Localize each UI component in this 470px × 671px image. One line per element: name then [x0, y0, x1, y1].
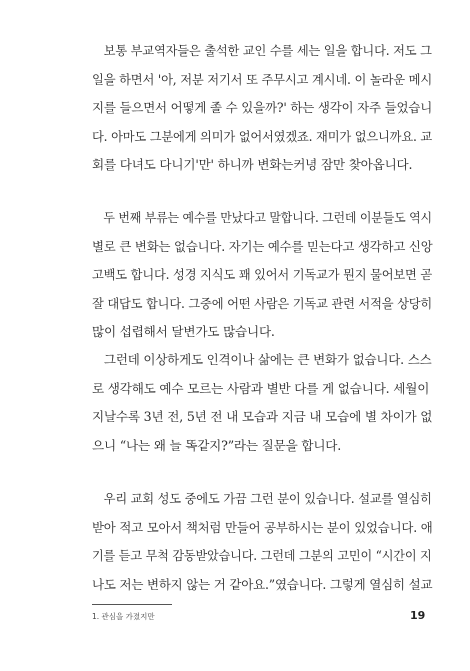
text-line: 기를 듣고 무척 감동받았습니다. 그런데 그분의 고민이 “시간이 지	[92, 548, 432, 563]
paragraph-4	[92, 485, 432, 599]
text-line: 보통 부교역자들은 출석한 교인 수를 세는 일을 합니다. 저도 그	[103, 43, 432, 58]
paragraph-2	[92, 204, 432, 347]
footnote-divider	[92, 604, 172, 605]
footnote: 1. 관심을 가졌지만	[92, 612, 155, 621]
text-line: 잘 대답도 합니다. 그중에 어떤 사람은 기독교 관련 서적을 상당히	[92, 295, 433, 311]
text-line: 받아 적고 모아서 책처럼 만들어 공부하시는 분이 있었습니다. 애	[92, 519, 433, 535]
text-line: 회를 다녀도 다니기'만' 하니까 변화는커녕 잠만 찾아옵니다.	[92, 157, 413, 172]
page-number: 19	[410, 609, 426, 622]
paragraph-1	[92, 37, 432, 180]
paragraph-3	[92, 346, 432, 460]
text-line: 고백도 합니다. 성경 지식도 꽤 있어서 기독교가 뭔지 물어보면 곧	[92, 267, 433, 282]
text-line: 우리 교회 성도 중에도 가끔 그런 분이 있습니다. 설교를 열심히	[103, 491, 432, 506]
text-line: 별로 큰 변화는 없습니다. 자기는 예수를 믿는다고 생각하고 신앙	[92, 238, 433, 254]
text-line: 으니 “나는 왜 늘 똑같지?”라는 질문을 합니다.	[92, 437, 342, 453]
text-line: 그런데 이상하게도 인격이나 삶에는 큰 변화가 없습니다. 스스	[103, 352, 432, 367]
text-line: 많이 섭렵해서 달변가도 많습니다.	[92, 324, 275, 339]
text-line: 지를 들으면서 어떻게 졸 수 있을까?' 하는 생각이 자주 들었습니	[92, 100, 433, 115]
text-line: 로 생각해도 예수 모르는 사람과 별반 다를 게 없습니다. 세월이	[92, 380, 430, 396]
text-line: 지날수록 3년 전, 5년 전 내 모습과 지금 내 모습에 별 차이가 없	[92, 409, 433, 424]
text-line: 다. 아마도 그분에게 의미가 없어서였겠죠. 재미가 없으니까요. 교	[92, 128, 433, 144]
text-line: 일을 하면서 '아, 저분 저기서 또 주무시고 계시네. 이 놀라운 메시	[92, 71, 433, 87]
text-line: 나도 저는 변하지 않는 거 같아요.”였습니다. 그렇게 열심히 설교	[92, 576, 433, 592]
text-line: 두 번째 부류는 예수를 만났다고 말합니다. 그런데 이분들도 역시	[103, 210, 432, 225]
